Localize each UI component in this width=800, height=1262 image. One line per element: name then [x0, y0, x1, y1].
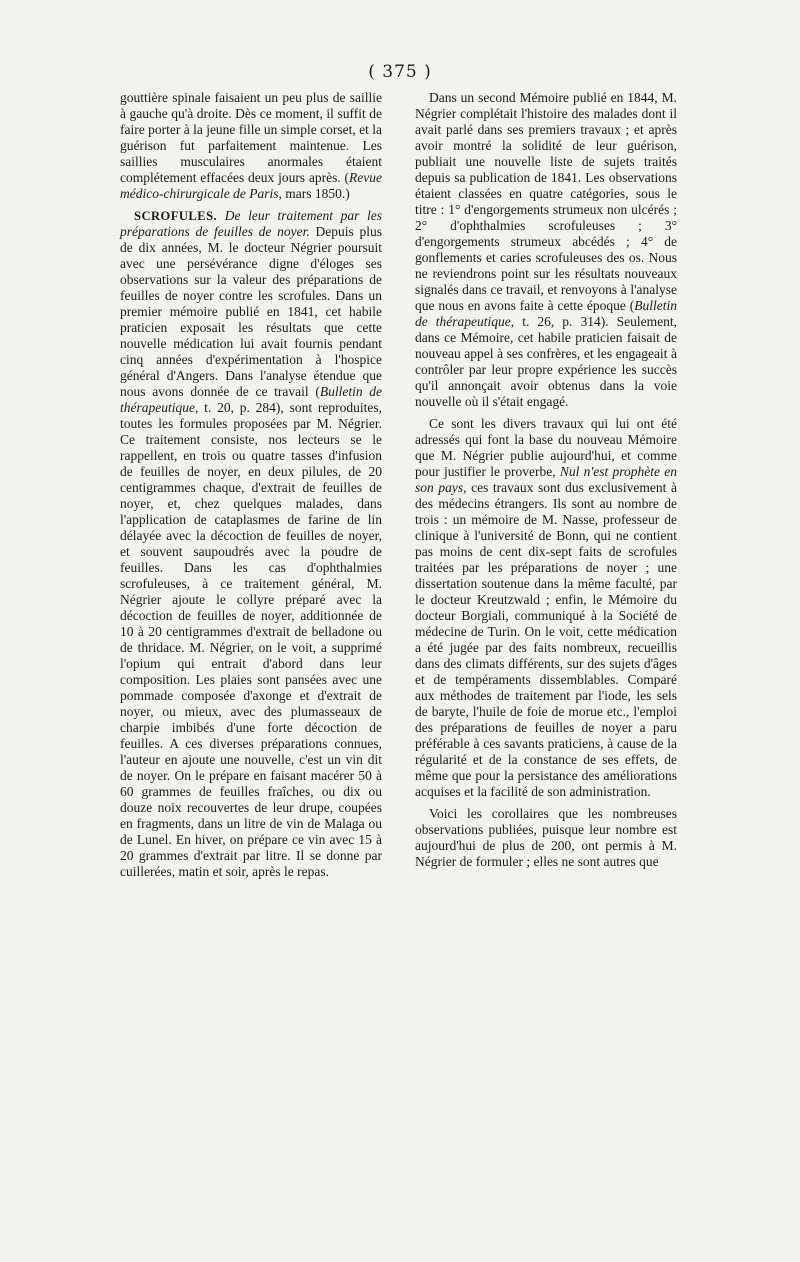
paragraph-text: gouttière spinale faisaient un peu plus de saillie à gauche qu'à droite. Dès ce moment, il suffit de faire porter à la jeune fille un simple corset, et la guérison fut parfaitement maintenue. Les saillies musculaires anormales étaient complétement effacées deux jours après. (	[120, 90, 383, 185]
section-heading: SCROFULES.	[134, 209, 218, 223]
page-number: ( 375 )	[368, 62, 432, 82]
paragraph-text: Depuis plus de dix années, M. le docteur Négrier poursuit avec une persévérance digne d'éloges ses observations sur la valeur des préparations de feuilles de noyer contre les scrofules. Dans un premier mémoire publié en 1841, cet habile praticien exposait les résultats que cette nouvelle médication lui avait fournis pendant cinq années d'expérimentation à l'hospice général d'Angers. Dans l'analyse étendue que nous avons donnée de ce travail (	[120, 224, 382, 399]
right-column	[415, 90, 677, 870]
journal-reference: Bulletin de thérapeutique	[120, 384, 383, 415]
paragraph-text: Ce sont les divers travaux qui lui ont été adressés qui font la base du nouveau Mémoire que M. Négrier publie aujourd'hui, et comme pour justifier le proverbe,	[415, 416, 677, 479]
journal-reference: Bulletin de thérapeutique	[415, 298, 677, 329]
source-citation: Revue médico-chirurgicale de Paris	[120, 170, 382, 201]
paragraph-text: Dans un second Mémoire publié en 1844, M. Négrier complétait l'histoire des malades dont il avait parlé dans ses premiers travaux ; et après avoir montré la solidité de leur guérison, publiait une nouvelle liste de sujets traités depuis sa publication de 1841. Les observations étaient classées en quatre catégories, sous le titre : 1° d'engorgements strumeux non ulcérés ; 2° d'ophthalmies scrofuleuses ; 3° d'engorgements strumeux abcédés ; 4° de gonflements et caries scrofuleuses des os. Nous ne reviendrons point sur les résultats nouveaux signalés dans ce travail, et renvoyons à l'analyse que nous en avons faite à cette époque (	[415, 90, 677, 313]
paragraph-text: , mars 1850.)	[278, 186, 350, 201]
left-column	[120, 90, 382, 880]
paragraph-corollaires: Voici les corollaires que les nombreuses observations publiées, puisque leur nombre est aujourd'hui de plus de 200, ont permis à M. Négrier de formuler ; elles ne sont autres que	[415, 806, 677, 869]
section-title: De leur traitement par les préparations de feuilles de noyer.	[120, 208, 382, 239]
paragraph-text: , ces travaux sont dus exclusivement à des médecins étrangers. Ils sont au nombre de trois : un mémoire de M. Nasse, professeur de clinique à l'université de Bonn, qui ne contient pas moins de cent dix-sept faits de scrofules traitées par les préparations de noyer ; une dissertation soutenue dans la même faculté, par le docteur Kreutzwald ; enfin, le Mémoire du docteur Borgiali, communiqué à la Société de médecine de Turin. On le voit, cette médication a été jugée par des faits nombreux, recueillis dans des climats différents, sur des sujets d'âges et de tempéraments dissemblables. Comparé aux méthodes de traitement par l'iode, les sels de baryte, l'huile de foie de morue etc., l'emploi des préparations de feuilles de noyer a paru préférable à ces savants praticiens, à cause de la régularité et de la constance de ses effets, de même que pour la persistance des améliorations acquises et la facilité de son administration.	[415, 480, 678, 799]
paragraph-text: , t. 26, p. 314). Seulement, dans ce Mémoire, cet habile praticien faisait de nouveau appel à ses confrères, et les engageait à contrôler par leur propre expérience les succès qu'il annonçait avoir obtenus dans la voie nouvelle où il s'était engagé.	[415, 314, 677, 409]
paragraph-spinal-case	[120, 90, 382, 202]
proverb: Nul n'est prophète en son pays	[415, 464, 677, 495]
paragraph-travaux	[415, 416, 677, 800]
paragraph-scrofules	[120, 208, 382, 880]
paragraph-text: , t. 20, p. 284), sont reproduites, toutes les formules proposées par M. Négrier. Ce traitement consiste, nos lecteurs se le rappellent, en trois ou quatre tasses d'infusion de feuilles de noyer, en deux pilules, de 20 centigrammes chaque, d'extrait de feuilles de noyer, et, chez quelques malades, dans l'application de cataplasmes de farine de lin délayée avec la décoction de feuilles de noyer, et souvent saupoudrés avec la poudre de feuilles. Dans les cas d'ophthalmies scrofuleuses, à ce traitement général, M. Négrier ajoute le collyre préparé avec la décoction de feuilles de noyer, additionnée de 10 à 20 centigrammes d'extrait de belladone ou de thridace. M. Négrier, on le voit, a supprimé l'opium qui entrait d'abord dans leur composition. Les plaies sont pansées avec une pommade composée d'axonge et d'extrait de noyer, ou mieux, avec des plumasseaux de charpie imbibés d'une forte décoction de feuilles. A ces diverses préparations connues, l'auteur en ajoute une nouvelle, c'est un vin dit de noyer. On le prépare en faisant macérer 50 à 60 grammes de feuilles fraîches, ou dix ou douze noix recouvertes de leur drupe, coupées en fragments, dans un litre de vin de Malaga ou de Lunel. En hiver, on prépare ce vin avec 15 à 20 grammes d'extrait par litre. Il se donne par cuillerées, matin et soir, après le repas.	[120, 400, 382, 879]
paragraph-second-memoire	[415, 90, 677, 410]
